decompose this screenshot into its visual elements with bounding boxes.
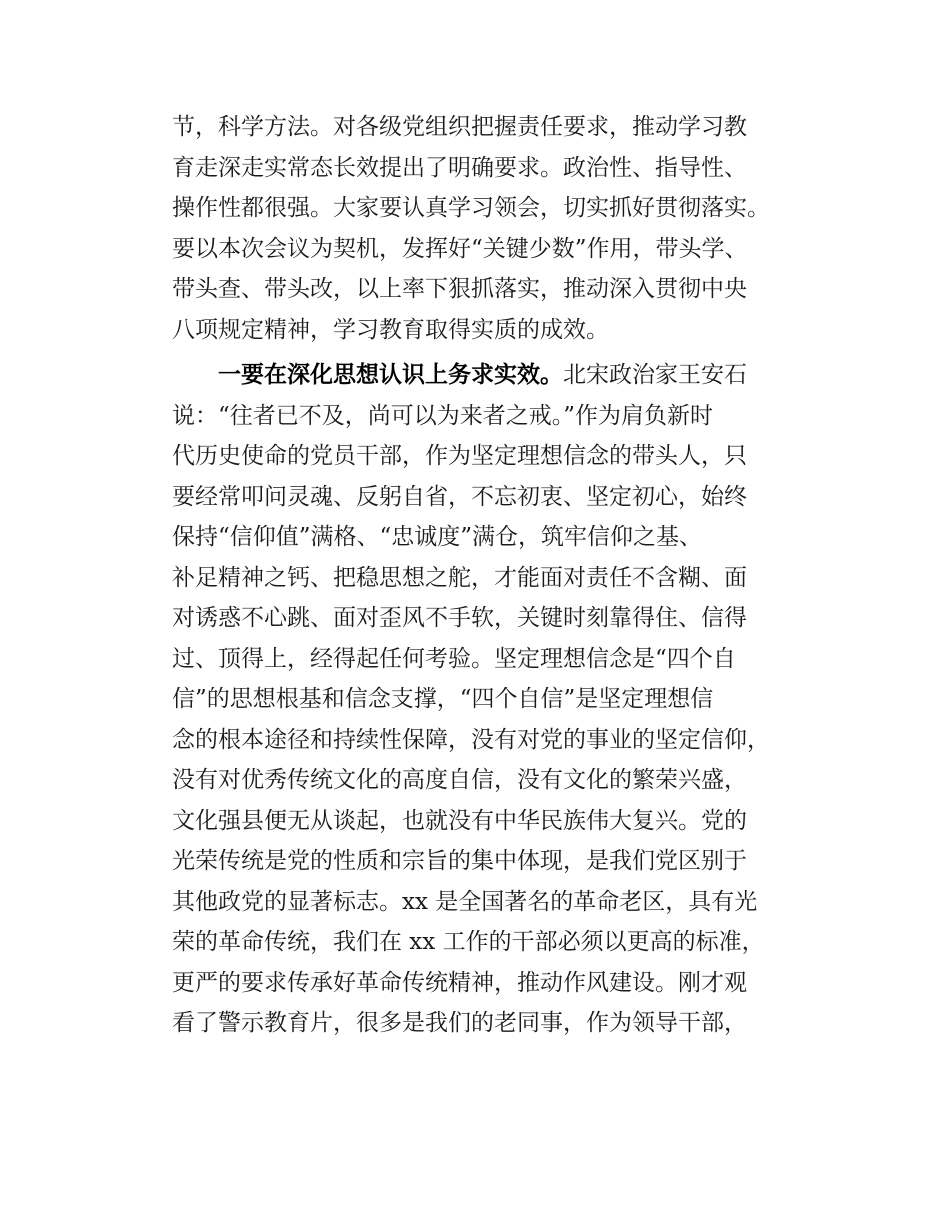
text-line: 八项规定精神，学习教育取得实质的成效。 xyxy=(172,316,609,343)
text-line: 操作性都很强。大家要认真学习领会，切实抓好贯彻落实。 xyxy=(172,195,770,221)
text-line: 育走深走实常态长效提出了明确要求。政治性、指导性、 xyxy=(172,154,747,181)
text-line: 对诱惑不心跳、面对歪风不手软，关键时刻靠得住、信得 xyxy=(172,605,747,631)
paragraph-2 xyxy=(172,355,802,1044)
text-line: 荣的革命传统，我们在 xx 工作的干部必须以更高的标准， xyxy=(172,929,765,955)
text-line: 其他政党的显著标志。xx 是全国著名的革命老区，具有光 xyxy=(172,888,758,915)
text-line: 代历史使命的党员干部，作为坚定理想信念的带头人，只 xyxy=(172,443,747,469)
text-line: 信”的思想根基和信念支撑，“四个自信”是坚定理想信 xyxy=(172,686,714,712)
paragraph-first-line-text: 北宋政治家王安石 xyxy=(563,362,747,388)
document-body xyxy=(172,107,802,1044)
text-line: 文化强县便无从谈起，也就没有中华民族伟大复兴。党的 xyxy=(172,807,747,834)
text-line: 要以本次会议为契机，发挥好“关键少数”作用，带头学、 xyxy=(172,235,748,262)
paragraph-heading: 一要在深化思想认识上务求实效。 xyxy=(218,361,563,388)
text-line: 看了警示教育片，很多是我们的老同事，作为领导干部， xyxy=(172,1010,747,1036)
text-line: 带头查、带头改，以上率下狠抓落实，推动深入贯彻中央 xyxy=(172,276,747,302)
text-line: 光荣传统是党的性质和宗旨的集中体现，是我们党区别于 xyxy=(172,848,747,874)
text-line: 更严的要求传承好革命传统精神，推动作风建设。刚才观 xyxy=(172,969,747,996)
paragraph-1 xyxy=(172,107,802,350)
text-line: 没有对优秀传统文化的高度自信，没有文化的繁荣兴盛， xyxy=(172,767,747,793)
text-line: 补足精神之钙、把稳思想之舵，才能面对责任不含糊、面 xyxy=(172,564,747,591)
text-line: 说：“往者已不及，尚可以为来者之戒。”作为肩负新时 xyxy=(172,402,714,429)
text-line: 要经常叩问灵魂、反躬自省，不忘初衷、坚定初心，始终 xyxy=(172,483,747,510)
text-line: 节，科学方法。对各级党组织把握责任要求，推动学习教 xyxy=(172,114,747,140)
text-line: 念的根本途径和持续性保障，没有对党的事业的坚定信仰， xyxy=(172,726,770,753)
paragraph-first-line xyxy=(172,355,802,396)
text-line: 过、顶得上，经得起任何考验。坚定理想信念是“四个自 xyxy=(172,645,736,672)
text-line: 保持“信仰值”满格、“忠诚度”满仓，筑牢信仰之基、 xyxy=(172,524,703,550)
